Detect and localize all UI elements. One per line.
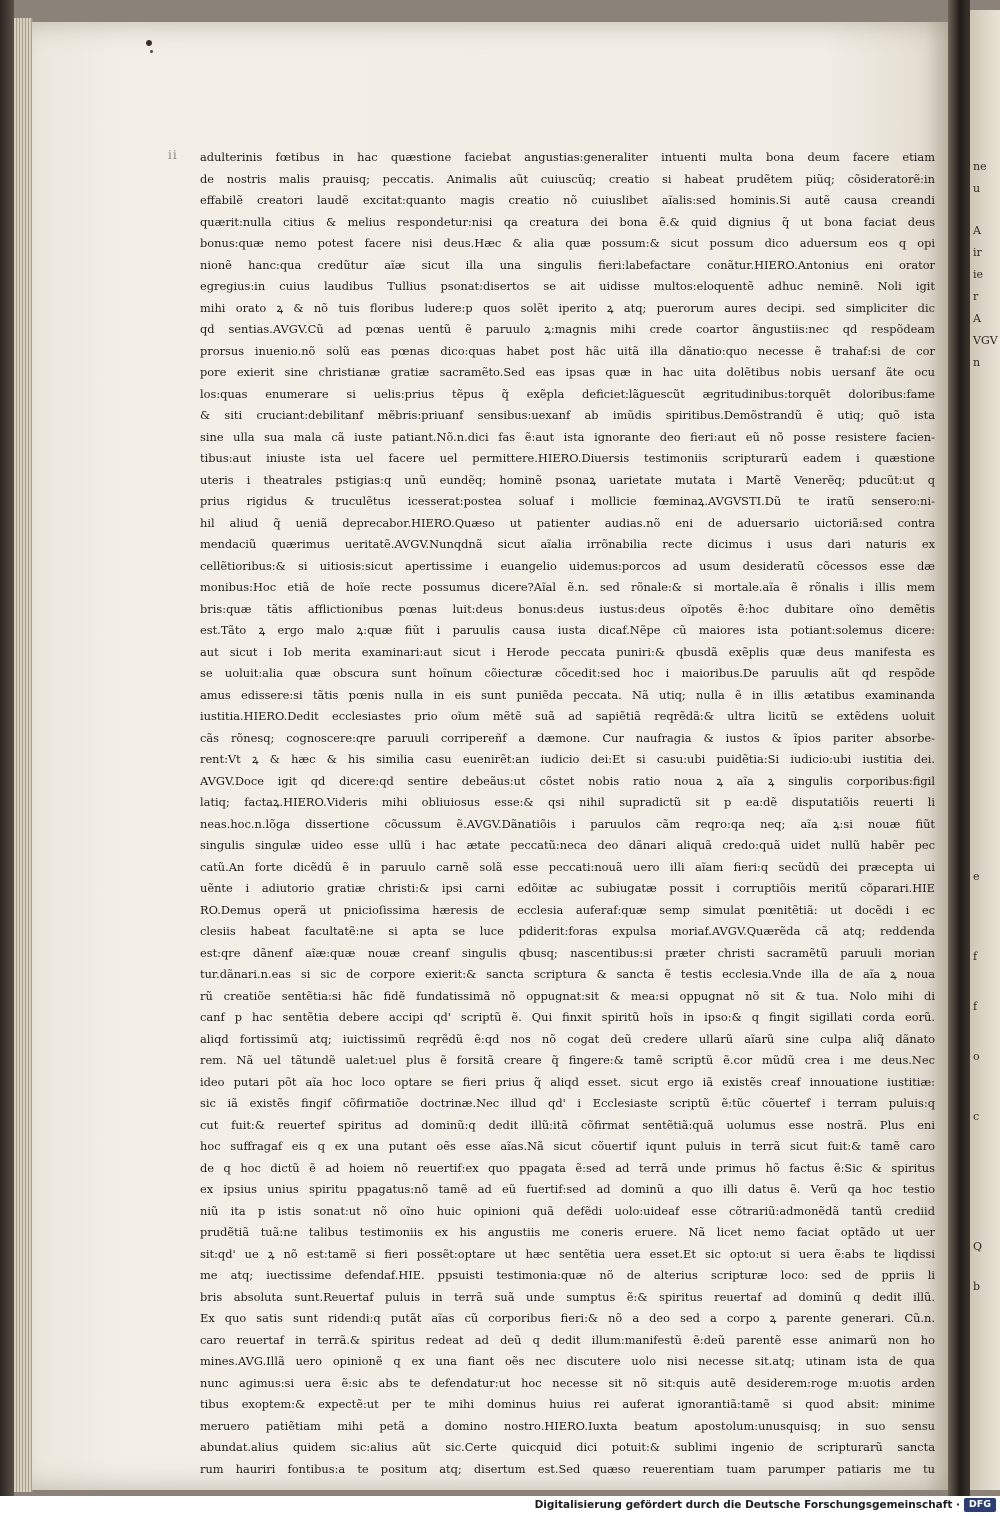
- facing-page-fragment: ir: [973, 246, 982, 259]
- facing-page-fragment: e: [973, 870, 980, 883]
- text-line: los:quas enumerare si uelis:prius tẽpus q̃ exẽpla deficiet:lãguescũt ægritudinibus:torquẽt doloribus:fame: [200, 386, 935, 401]
- margin-mark: ii: [168, 148, 178, 162]
- book-binding: [0, 0, 14, 1496]
- text-line: me atq; iuectissime defendaf.HIE. ppsuisti testimonia:quæ nõ de alterius scripturæ loco: sed de ppriis li: [200, 1268, 935, 1282]
- dfg-logo: DFG: [964, 1498, 996, 1512]
- text-line: est.Tãto ꝝ ergo malo ꝝ:quæ fiũt i paruulis causa iusta dicaf.Nẽpe cũ maiores ista potiant:solemus dicere:: [200, 623, 935, 637]
- facing-page-fragment: f: [973, 950, 978, 963]
- text-line: mihi orato ꝝ & nõ tuis floribus ludere:p quos solẽt iperito ꝝ atq; puerorum aures decipi. sed simpliciter dic: [200, 300, 935, 315]
- facing-page-fragment: Q: [973, 1240, 983, 1253]
- text-line: aut sicut i Iob merita examinari:aut sicut i Herode peccata puniri:& qbusdã exẽplis quæ deus manifesta es: [200, 644, 935, 659]
- text-line: rũ creatiõe sentẽtia:si hãc fidẽ fundatissimã nõ oppugnat:sit & mea:si oppugnat nõ sit & tua. Nolo mihi di: [200, 988, 935, 1003]
- text-line: neas.hoc.n.lõga dissertione cõcussum ẽ.AVGV.Dãnatiõis i paruulos cãm reqro:qa neq; aĩa ꝝ:si nouæ fiũt: [200, 816, 935, 831]
- text-line: tibus:aut iniuste ista uel facere uel permittere.HIERO.Diuersis testimoniis scripturarũ eadem i quæstione: [200, 451, 935, 465]
- facing-page-fragment: ne: [973, 160, 987, 173]
- text-line: abundat.alius quidem sic:alius aũt sic.Certe quicquid dici potuit:& sublimi ingenio de scripturarũ sancta: [200, 1440, 935, 1454]
- text-line: RO.Demus operã ut pnicioſissima hæresis de ecclesia auferaf:quæ semp simulat pœnitẽtiã: ut docẽdi i ec: [200, 902, 935, 917]
- facing-page-fragment: b: [973, 1280, 981, 1293]
- text-line: iustitia.HIERO.Dedit ecclesiastes prio oĩum mẽtẽ suã ad sapiẽtiã reqrẽdã:& ultra licitũ se extẽdens uoluit: [200, 709, 935, 723]
- facing-page-fragment: A: [973, 224, 981, 237]
- text-line: cellẽtioribus:& si uitiosis:sicut apertissime i euangelio uidemus:porcos ad usum desideratũ cõcessos esse dæ: [200, 558, 935, 573]
- text-line: amus edissere:si tãtis pœnis nulla in eis sunt puniẽda peccata. Nã utiq; nulla ẽ in illis ætatibus examinanda: [200, 687, 935, 702]
- facing-page-fragment: ie: [973, 268, 984, 281]
- text-line: canf p hac sentẽtia debere accipi qd' scriptũ ẽ. Qui finxit spiritũ hoĩs in ipso:& q fingit sigillati corda eorũ.: [200, 1010, 935, 1024]
- ink-stain: [146, 40, 152, 46]
- text-line: de nostris malis prauisq; peccatis. Animalis aũt cuiuscũq; creatio si habeat prudẽtem piũq; cõsideratorẽ:in: [200, 171, 935, 186]
- text-line: hil aliud q̃ ueniã deprecabor.HIERO.Quæso ut patienter audias.nõ eni de aduersario uictoriã:sed contra: [200, 515, 935, 530]
- text-line: nunc agimus:si uera ẽ:sic abs te defendatur:ut hoc necesse sit nõ sit:quis autẽ desiderem:roge m:uotis arden: [200, 1375, 935, 1390]
- text-line: niũ ita p istis sonat:ut nõ oĩno huic opinioni quã defẽdi uolo:uideaf esse cõtrariũ:admonẽdã tantũ crediid: [200, 1203, 935, 1218]
- text-line: adulterinis fœtibus in hac quæstione faciebat angustias:generaliter intuenti multa bona deum facere etiam: [200, 150, 935, 164]
- text-line: pore exierit sine christianæ gratiæ sacramẽto.Sed eas ipsas quæ in hac uita dolẽtibus nobis uersanf ãte ocu: [200, 365, 935, 379]
- text-line: singulis singulæ uideo esse ullũ i hac ætate peccatũ:neca deo dãnari aliquã credo:quã uidet nullũ habẽr pec: [200, 838, 935, 852]
- text-line: est:qre dãnenf aĩæ:quæ nouæ creanf singulis qbusq; nascentibus:si præter christi sacramẽtũ paruuli morian: [200, 945, 935, 960]
- text-line: Ex quo satis sunt ridendi:q putãt aĩas cũ corporibus fieri:& nõ a deo sed a corpo ꝝ parente generari. Cũ.n.: [200, 1311, 935, 1325]
- text-line: de q hoc dictũ ẽ ad hoiem nõ reuertif:ex quo ppagata ẽ:sed ad terrã unde primus hõ factus ẽ:Sic & spiritus: [200, 1160, 935, 1175]
- text-line: quærit:nulla citius & melius respondetur:nisi qa creatura dei bona ẽ.& quid dignius q̃ ut bona faciat deus: [200, 214, 935, 229]
- text-line: egregius:in cuius laudibus Tullius psonat:disertos se ait uidisse multos:eloquentẽ adhuc neminẽ. Noli igit: [200, 279, 935, 293]
- text-line: sine ulla sua mala cã iuste patiant.Nõ.n.dici fas ẽ:aut ista ignorante deo fieri:aut eũ nõ posse resistere facien-: [200, 429, 935, 444]
- text-line: qd sentias.AVGV.Cũ ad pœnas uentũ ẽ paruulo ꝝ:magnis mihi crede coartor ãngustiis:nec qd respõdeam: [200, 322, 935, 336]
- facing-page-fragment: n: [973, 356, 981, 369]
- text-line: bris absoluta sunt.Reuertaf puluis in terrã suã unde sumptus ẽ:& spiritus reuertaf ad dominũ q dedit illũ.: [200, 1289, 935, 1304]
- text-line: caro reuertaf in terrã.& spiritus redeat ad deũ q dedit illum:manifestũ ẽ:deũ parentẽ esse animarũ non ho: [200, 1332, 935, 1347]
- facing-page-fragment: A: [973, 312, 981, 325]
- text-line: rum hauriri fontibus:a te positum atq; disertum est.Sed quæso reuerentiam tuam parumper patiaris me tu: [200, 1461, 935, 1476]
- text-line: aliqd fortissimũ atq; iuictissimũ reqrẽdũ ẽ:qd nos nõ cogat deũ credere ullarũ aĩarũ sine culpa aliq̃ dãnato: [200, 1031, 935, 1046]
- text-line: AVGV.Doce igit qd dicere:qd sentire debeãus:ut cõstet nobis ratio noua ꝝ aĩa ꝝ singulis corporibus:figil: [200, 773, 935, 788]
- text-line: cut fuit:& reuertef spiritus ad dominũ:q dedit illũ:itã cõfirmat sentẽtiã:quã uolumus esse nostrã. Plus eni: [200, 1117, 935, 1132]
- text-line: tibus exoptem:& expectẽ:ut per te mihi dominus huius rei auferat ignorantiã:tamẽ si quod absit: minime: [200, 1397, 935, 1411]
- page-gutter: [948, 0, 970, 1496]
- text-line: hoc suffragaf eis q ex una putant oẽs esse aĩas.Nã sicut cõuertif iqunt puluis in terrã sicut fuit:& tamẽ caro: [200, 1139, 935, 1153]
- text-line: mendaciũ quærimus ueritatẽ.AVGV.Nunqdnã sicut aĩalia irrõnabilia recte dicimus i usus dari naturis ex: [200, 537, 935, 551]
- facing-page-fragment: f: [973, 1000, 978, 1013]
- text-line: prudẽtiã tuã:ne talibus testimoniis ex his angustiis me coneris eruere. Nã licet nemo faciat optãdo ut uer: [200, 1225, 935, 1239]
- text-line: latiq; factaꝝ.HIERO.Videris mihi obliuiosus esse:& qsi nihil supradictũ sit p ea:dẽ disputatiõis reuerti li: [200, 795, 935, 809]
- text-line: rent:Vt ꝝ & hæc & his similia casu euenirẽt:an iudicio dei:Et si casu:ubi puidẽtia:Si iudicio:ubi iustitia dei.: [200, 752, 935, 766]
- text-line: uẽnte i adiutorio gratiæ christi:& ipsi carni edõitæ ac subiugatæ possit i corruptiõis meritũ cõparari.HIE: [200, 881, 935, 895]
- facing-page-fragment: VGV: [973, 334, 998, 347]
- text-line: sit:qd' ue ꝝ nõ est:tamẽ si fieri possẽt:optare ut hæc sentẽtia uera esset.Et sic opto:ut si uera ẽ:abs te liqdissi: [200, 1246, 935, 1261]
- text-line: clesiis habeat facultatẽ:ne si apta se luce pdiderit:foras expulsa moriaf.AVGV.Quærẽda cã atq; reddenda: [200, 924, 935, 938]
- footer-credit: Digitalisierung gefördert durch die Deutsche Forschungsgemeinschaft ·: [534, 1499, 960, 1511]
- text-line: monibus:Hoc etiã de hoĩe recte possumus dicere?Aĩal ẽ.n. sed rõnale:& si mortale.aĩa ẽ rõnalis i illis mem: [200, 580, 935, 594]
- page-edges: [14, 18, 33, 1492]
- text-line: cãs rõnesq; cognoscere:qre paruuli corripereñf a dæmone. Cur naufragia & iustos & ĩpios pariter absorbe-: [200, 730, 935, 745]
- footer-bar: [0, 1496, 1000, 1516]
- page-body-text: [200, 147, 935, 1480]
- text-line: & siti cruciant:debilitanf mẽbris:priuanf sensibus:uexanf ab imũdis spiritibus.Demõstrandũ ẽ utiq; quõ ista: [200, 408, 935, 422]
- facing-page-fragment: r: [973, 290, 979, 303]
- text-line: bonus:quæ nemo potest facere nisi deus.Hæc & alia quæ possum:& sicut possum dico aduersum eos q opi: [200, 236, 935, 250]
- text-line: prius rigidus & truculẽtus icesserat:postea soluaf i mollicie fœminaꝝ.AVGVSTI.Dũ te iratũ sensero:ni-: [200, 494, 935, 508]
- text-line: ex ipsius unius spiritu ppagatus:nõ tamẽ ad eũ fuertif:sed ad dominũ a quo illi datus ẽ. Verũ qa hoc testio: [200, 1182, 935, 1196]
- text-line: sic iã existẽs fingif cõfirmatiõe doctrinæ.Nec illud qd' i Ecclesiaste scriptũ ẽ:tũc cõuertef i terram puluis:q: [200, 1096, 935, 1110]
- text-line: rem. Nã uel tãtundẽ ualet:uel plus ẽ forsitã creare q̃ fingere:& tamẽ scriptũ ẽ.cor mũdũ crea i me deus.Nec: [200, 1053, 935, 1067]
- text-line: bris:quæ tãtis afflictionibus pœnas luit:deus bonus:deus iustus:deus oĩpotẽs ẽ:hoc dubitare oĩno demẽtis: [200, 601, 935, 616]
- text-line: meruero patiẽtiam mihi petã a domino nostro.HIERO.Iuxta beatum apostolum:unusquisq; in suo sensu: [200, 1418, 935, 1433]
- facing-page-fragment: o: [973, 1050, 980, 1063]
- text-line: se uoluit:alia quæ obscura sunt hoĩnum cõiecturæ cõcedit:sed hoc i maioribus.De paruulis aũt qd respõde: [200, 666, 935, 680]
- text-line: prorsus inuenio.nõ solũ eas pœnas dico:quas habet post hãc uitã illa dãnatio:quo necesse ẽ trahaf:si de cor: [200, 343, 935, 358]
- text-line: uteris i theatrales pstigias:q unũ eundẽq; hominẽ psonaꝝ uarietate mutata i Martẽ Venerẽq; pducũt:ut q: [200, 472, 935, 487]
- text-line: mines.AVG.Illã uero opinionẽ q ex una fiant oẽs nec discutere uolo nisi necesse sit.atq; utinam ista de qua: [200, 1354, 935, 1368]
- text-line: tur.dãnari.n.eas si sic de corpore exierit:& sancta scriptura & sancta ẽ testis ecclesia.Vnde illa de aĩa ꝝ noua: [200, 967, 935, 981]
- facing-page: [970, 10, 1000, 1490]
- text-line: ideo putari põt aĩa hoc loco optare se fieri prius q̃ aliqd esset. sicut ergo iã existẽs creaf innouatione iustitiæ:: [200, 1074, 935, 1089]
- text-line: effabilẽ creatori laudẽ excitat:quanto magis creatio nõ cuiuslibet aĩalis:sed hominis.Si autẽ causa creandi: [200, 193, 935, 207]
- ink-stain: [150, 50, 153, 53]
- facing-page-fragment: u: [973, 182, 981, 195]
- facing-page-fragment: c: [973, 1110, 980, 1123]
- text-line: catũ.An forte dicẽdũ ẽ in paruulo carnẽ solã esse peccati:nouã uero illi aĩam fieri:q secũdũ dei præcepta ui: [200, 859, 935, 874]
- text-line: nionẽ hanc:qua credũtur aĩæ sicut illa una singulis fieri:labefactare conãtur.HIERO.Antonius eni orator: [200, 257, 935, 272]
